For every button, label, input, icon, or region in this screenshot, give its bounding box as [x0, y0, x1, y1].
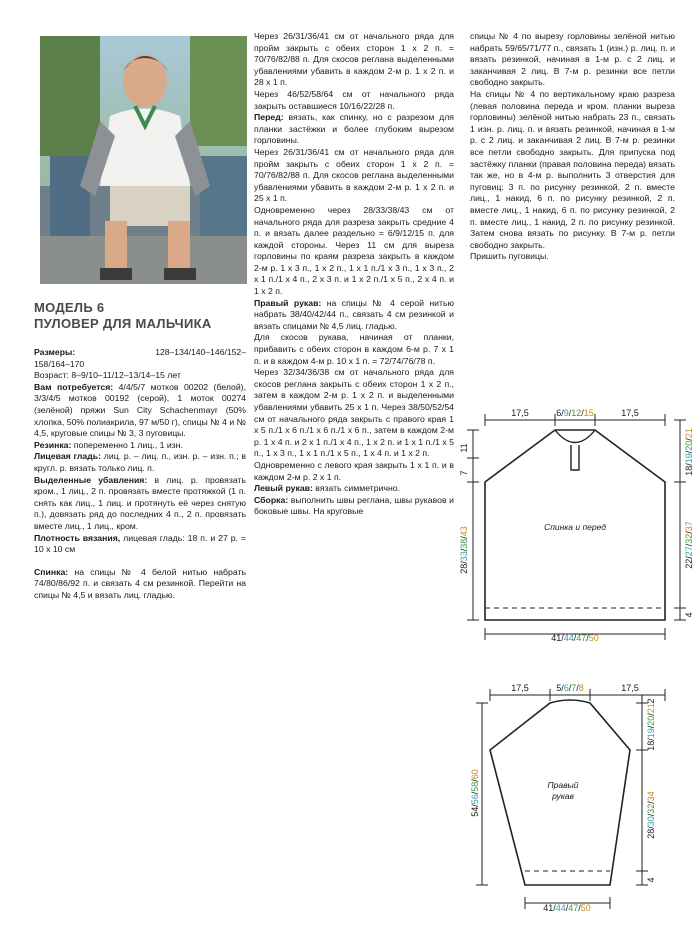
size3-value: 20	[684, 440, 694, 451]
sleeve-label-line1: Правый	[547, 780, 579, 790]
sleeve-left-width: 17,5	[511, 683, 529, 693]
paragraph: Через 32/34/36/38 см от начального ряда для скосов реглана закрыть с обеих сторон 1 х 2 п., затем в каждом 2-м р. 1 х 2 п. и выделенными убавлениями убавить 25 х 1 п. Через 38/50/52/54 см от начального ряда закрыть с правого края 1 х 5 п./1 х 6 п./1 х 6 п./1 х 6 п., затем в каждом 2-м р. 1 х 4 п. и 2 х 1 п./1 х 4 п., 1 х 2 п. и 1 х 1 п./1 х 5 п., 1 х 3 п., 1 х 1 п./1 х 5 п., 1 х 4 п. и 1 х 2 п.	[254, 367, 454, 459]
body-schematic	[455, 400, 695, 645]
sleeve-right-height: 28/30/32/34	[646, 791, 656, 839]
body-bottom-widths: 41/44/47/50	[551, 633, 599, 643]
size4-value: 60	[470, 769, 480, 780]
assembly-paragraph	[254, 495, 454, 518]
size4-value: 43	[459, 526, 469, 537]
front-text: вязать, как спинку, но с разрезом для планки застёжки и более глубоким вырезом горловины.	[254, 112, 454, 146]
model-heading	[34, 300, 249, 332]
paragraph: Пришить пуговицы.	[470, 251, 549, 262]
model-number: МОДЕЛЬ 6	[34, 300, 105, 315]
size3-value: 47	[568, 903, 579, 913]
size1-value: 41	[543, 903, 554, 913]
size1-value: 28	[459, 563, 469, 574]
size1-value: 18	[684, 465, 694, 476]
paragraph: Одновременно с левого края закрыть 1 х 1 п. и в каждом 2-м р. 2 х 1 п.	[254, 459, 454, 482]
sleeve-right-width: 17,5	[621, 683, 639, 693]
size1-value: 6	[556, 408, 562, 418]
size2-value: 56	[470, 794, 480, 805]
text-column-1	[34, 347, 246, 601]
size2-value: 19	[684, 453, 694, 464]
size2-value: 6	[563, 683, 569, 693]
size2-value: 9	[563, 408, 569, 418]
text-column-2	[254, 31, 454, 518]
model-title: ПУЛОВЕР ДЛЯ МАЛЬЧИКА	[34, 316, 212, 331]
size1-value: 22	[684, 558, 694, 569]
size4-value: 50	[588, 633, 599, 643]
placket	[571, 445, 579, 470]
model-photo	[40, 36, 247, 284]
paragraph: Через 26/31/36/41 см от начального ряда для пройм закрыть с обеих сторон 1 х 2 п. = 70/76/82/88 п. Для скосов реглана выделенными убавлениями убавить в каждом 2-м р. 1 х 2 п. и 28 х 1 п.	[254, 31, 454, 88]
size2-value: 30	[646, 816, 656, 827]
size2-value: 44	[563, 633, 574, 643]
materials-paragraph	[34, 382, 246, 440]
sleeve-rib-height: 4	[646, 877, 656, 883]
decrease-label: Выделенные убавления:	[34, 474, 148, 485]
size3-value: 7	[571, 683, 577, 693]
body-right-width: 17,5	[621, 408, 639, 418]
size1-value: 54	[470, 806, 480, 817]
sizes-value-cont: 158/164–170	[34, 358, 85, 369]
size2-value: 44	[555, 903, 566, 913]
stockinette-text: лиц. р. – лиц. п., изн. р. – изн. п.; в кругл. р. вязать только лиц. п.	[34, 451, 246, 473]
paragraph: спицы № 4 по вырезу горловины зелёной нитью набрать 59/65/71/77 п., связать 1 (изн.) р. лиц. п. и вязать резинкой, начиная в 1-м р. с 2 лиц. и заканчивая 2 лиц. В 7-м р. резинки все петли свободно закрыть.	[470, 31, 675, 88]
body-neck-widths: 6/9/12/15	[556, 408, 594, 418]
front-paragraph	[254, 112, 454, 147]
right-sleeve-text: на спицы № 4 серой нитью набрать 38/40/42/44 п., связать 4 см резинкой и вязать спицами № 4,5 лиц. гладью.	[254, 297, 454, 331]
size1-value: 5	[556, 683, 562, 693]
gauge-label: Плотность вязания,	[34, 532, 121, 543]
left-sleeve-text: вязать симметрично.	[312, 483, 400, 494]
size4-value: 21	[646, 703, 656, 714]
paragraph: Через 46/52/58/64 см от начального ряда закрыть оставшиеся 10/16/22/28 п.	[254, 88, 454, 111]
size3-value: 38	[459, 538, 469, 549]
paragraph: Через 26/31/36/41 см от начального ряда для пройм закрыть с обеих сторон 1 х 2 п. = 70/76/82/88 п. Для скосов реглана выделенными убавлениями убавить в каждом 2-м р. 1 х 2 п. и 25 х 1 п.	[254, 146, 454, 204]
placket-top-height: 7	[459, 470, 469, 476]
left-sleeve-label: Левый рукав:	[254, 483, 313, 494]
size1-value: 41	[551, 633, 562, 643]
decrease-text: в лиц. р. провязать кром., 1 лиц., 2 п. провязать вместе протяжкой (1 п. снять как лиц., 1 лиц. и протянуть её через снятую п.), довязать ряд до последних 4 п., 2 п. провязать вместе лиц., 1 лиц., кром.	[34, 474, 247, 531]
body-left-width: 17,5	[511, 408, 529, 418]
left-sleeve-paragraph	[254, 483, 454, 495]
size4-value: 8	[578, 683, 584, 693]
sizes-block	[34, 347, 246, 370]
body-raglan-height: 18/19/20/21	[684, 428, 694, 476]
size3-value: 32	[646, 803, 656, 814]
sizes-value: 128–134/140–146/152–	[155, 347, 246, 357]
size4-value: 37	[684, 521, 694, 532]
size3-value: 20	[646, 715, 656, 726]
back-text: на спицы № 4 белой нитью набрать 74/80/86/92 п. и связать 4 см резинкой. Перейти на спицы № 4,5 и вязать лиц. гладью.	[34, 566, 246, 600]
body-left-height: 28/33/38/43	[459, 526, 469, 574]
back-paragraph	[34, 567, 246, 602]
paragraph: Для скосов рукава, начиная от планки, прибавить с обеих сторон в каждом 6-м р. 7 х 1 п. и в каждом 4-м р. 10 х 1 п. = 72/74/76/78 п.	[254, 332, 454, 366]
size3-value: 32	[684, 533, 694, 544]
assembly-label: Сборка:	[254, 494, 289, 505]
materials-label: Вам потребуется:	[34, 381, 114, 392]
sizes-label: Размеры:	[34, 347, 76, 357]
body-label: Спинка и перед	[544, 522, 606, 532]
assembly-text: выполнить швы реглана, швы рукавов и боковые швы. На круговые	[254, 494, 454, 517]
right-sleeve-paragraph	[254, 298, 454, 333]
sleeve-label-line2: рукав	[552, 791, 574, 801]
sleeve-schematic	[470, 675, 695, 925]
sleeve-small-height: 2	[646, 698, 656, 704]
body-right-height: 22/27/32/37	[684, 521, 694, 569]
size2-value: 19	[646, 728, 656, 739]
size3-value: 58	[470, 781, 480, 792]
boy-photo-illustration	[40, 36, 247, 284]
size2-value: 33	[459, 551, 469, 562]
neckline	[555, 430, 595, 443]
stockinette-paragraph	[34, 451, 246, 474]
size3-value: 47	[576, 633, 587, 643]
size4-value: 50	[580, 903, 591, 913]
paragraph: Одновременно через 28/33/38/43 см от начального ряда для разреза закрыть средние 4 п. и вязать далее раздельно = 6/9/12/15 п. для каждой стороны. Через 11 см для выреза горловины по краям разреза закрыть в каждом 2-м р. 1 х 3 п., 1 х 2 п., 1 х 1 п./1 х 3 п., 1 х 3 п., 2 х 1 п./1 х 4 п., 2 х 3 п. и 1 х 2 п./1 х 5 п., 2 х 4 п. и 1 х 2 п.	[254, 204, 454, 297]
paragraph: На спицы № 4 по вертикальному краю разреза (левая половина переда и кром. планки выреза горловины) зелёной нитью набрать 23 п., связать 1 изн. р. лиц. п. и вязать резинкой, начиная в 1-м р. с 2 лиц. и заканчивая 2 лиц. В 7-м р. резинки все петли свободно закрыть. Для припуска под застёжку планки (правая половина переда) вязать так же, но в 4-м р. выполнить 3 отверстия для пуговиц: 3 п. по рисунку резинкой, 2 п. вместе лиц., 1 накид, 6 п. по рисунку резинкой, 2 п. вместе лиц., 1 накид, 6 п. по рисунку резинкой, 2 п. вместе лиц., 1 накид, 2 п. по рисунку резинкой. Затем снова вязать по рисунку. В 7-м р. петли свободно закрыть.	[470, 88, 675, 250]
gauge-paragraph	[34, 533, 246, 556]
sleeve-top-widths: 5/6/7/8	[556, 683, 584, 693]
front-label: Перед:	[254, 112, 284, 123]
sleeve-raglan-height: 18/19/20/21	[646, 703, 656, 751]
size4-value: 34	[646, 791, 656, 802]
back-label: Спинка:	[34, 566, 69, 577]
size3-value: 12	[571, 408, 582, 418]
decrease-paragraph	[34, 475, 246, 533]
rib-label: Резинка:	[34, 439, 72, 450]
stockinette-label: Лицевая гладь:	[34, 451, 102, 462]
size1-value: 18	[646, 740, 656, 751]
sleeve-left-height: 54/56/58/60	[470, 769, 480, 817]
size4-value: 21	[684, 428, 694, 439]
gauge-text: лицевая гладь: 18 п. и 27 р. = 10 x 10 см	[34, 532, 246, 555]
size4-value: 15	[583, 408, 594, 418]
size1-value: 28	[646, 828, 656, 839]
materials-text: 4/4/5/7 мотков 00202 (белой), 3/3/4/5 мотков 00192 (серой), 1 моток 00274 (зелёной) пряжи Sun City Schachenmayr (50% хлопка, 50% полиакрила, 97 м/50 г), спицы № 4 и № 4,5, круговые спицы № 3, 3 пуговицы.	[34, 381, 246, 439]
rib-text: попеременно 1 лиц., 1 изн.	[71, 439, 183, 450]
body-rib-height: 4	[684, 612, 694, 618]
sleeve-bottom-widths: 41/44/47/50	[543, 903, 591, 913]
text-column-3	[470, 31, 675, 263]
rib-paragraph	[34, 440, 246, 452]
size2-value: 27	[684, 546, 694, 557]
placket-bottom-height: 11	[459, 443, 469, 453]
age-text: Возраст: 8–9/10–11/12–13/14–15 лет	[34, 370, 181, 381]
right-sleeve-label: Правый рукав:	[254, 297, 322, 308]
